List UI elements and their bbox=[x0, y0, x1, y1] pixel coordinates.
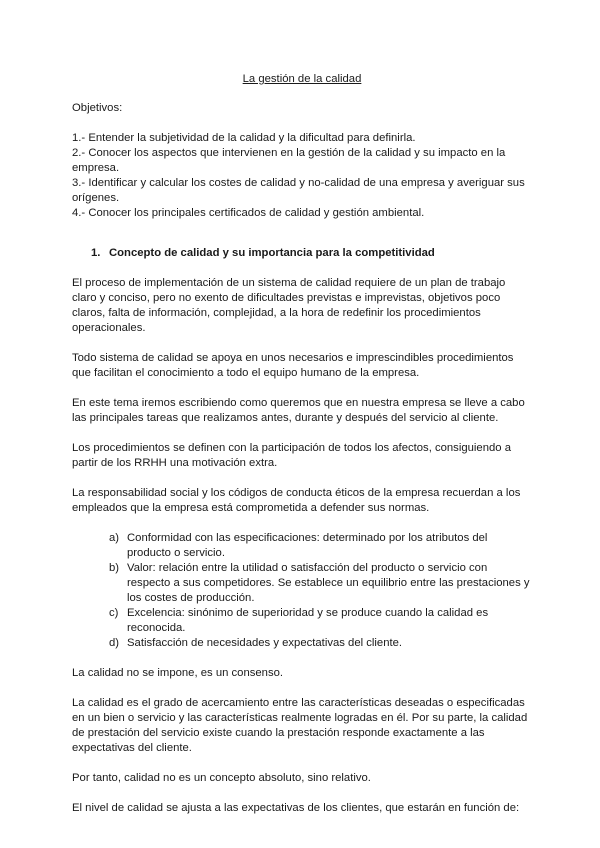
objectives-list bbox=[72, 131, 532, 221]
paragraph: Por tanto, calidad no es un concepto absoluto, sino relativo. bbox=[72, 772, 371, 784]
list-item bbox=[109, 606, 532, 636]
list-item bbox=[109, 636, 532, 651]
list-item bbox=[109, 561, 532, 606]
objective-item: 1.- Entender la subjetividad de la calidad y la dificultad para definirla. bbox=[72, 132, 416, 144]
list-marker: d) bbox=[109, 637, 120, 649]
paragraph: Los procedimientos se definen con la participación de todos los afectos, consiguiendo a partir de los RRHH una motivación extra. bbox=[72, 442, 511, 469]
objective-item: 4.- Conocer los principales certificados de calidad y gestión ambiental. bbox=[72, 207, 425, 219]
section-title: Concepto de calidad y su importancia para la competitividad bbox=[109, 247, 435, 259]
paragraph: El nivel de calidad se ajusta a las expectativas de los clientes, que estarán en función de: bbox=[72, 802, 520, 814]
list-item-text: Conformidad con las especificaciones: determinado por los atributos del producto o servicio. bbox=[127, 532, 488, 559]
page-content bbox=[72, 72, 532, 816]
paragraph: El proceso de implementación de un sistema de calidad requiere de un plan de trabajo claro y conciso, pero no exento de dificultades previstas e imprevistas, objetivos poco claros, falta de información, complejidad, a la hora de redefinir los procedimientos operacionales. bbox=[72, 277, 506, 334]
list-item bbox=[109, 531, 532, 561]
section-number: 1. bbox=[91, 247, 101, 259]
list-marker: b) bbox=[109, 562, 120, 574]
objective-item: 2.- Conocer los aspectos que intervienen en la gestión de la calidad y su impacto en la empresa. bbox=[72, 147, 506, 174]
list-item-text: Valor: relación entre la utilidad o satisfacción del producto o servicio con respecto a sus competidores. Se establece un equilibrio entre las prestaciones y los costes de producción. bbox=[127, 562, 530, 604]
section-heading bbox=[72, 246, 532, 261]
objectives-label: Objetivos: bbox=[72, 102, 123, 114]
paragraph: Todo sistema de calidad se apoya en unos necesarios e imprescindibles procedimientos que facilitan el conocimiento a todo el equipo humano de la empresa. bbox=[72, 352, 514, 379]
list-item-text: Satisfacción de necesidades y expectativas del cliente. bbox=[127, 637, 403, 649]
document-title: La gestión de la calidad bbox=[242, 73, 362, 85]
list-marker: c) bbox=[109, 607, 119, 619]
paragraph: En este tema iremos escribiendo como queremos que en nuestra empresa se lleve a cabo las principales tareas que realizamos antes, durante y después del servicio al cliente. bbox=[72, 397, 525, 424]
paragraph: La calidad es el grado de acercamiento entre las características deseadas o especificadas en un bien o servicio y las características realmente logradas en él. Por su parte, la calidad de prestación del servicio existe cuando la prestación responde exactamente a las expectativas del cliente. bbox=[72, 697, 528, 754]
paragraph: La calidad no se impone, es un consenso. bbox=[72, 667, 284, 679]
criteria-list bbox=[72, 531, 532, 651]
paragraph: La responsabilidad social y los códigos de conducta éticos de la empresa recuerdan a los empleados que la empresa está comprometida a defender sus normas. bbox=[72, 487, 521, 514]
list-marker: a) bbox=[109, 532, 120, 544]
list-item-text: Excelencia: sinónimo de superioridad y se produce cuando la calidad es reconocida. bbox=[127, 607, 489, 634]
objective-item: 3.- Identificar y calcular los costes de calidad y no-calidad de una empresa y averiguar sus orígenes. bbox=[72, 177, 525, 204]
